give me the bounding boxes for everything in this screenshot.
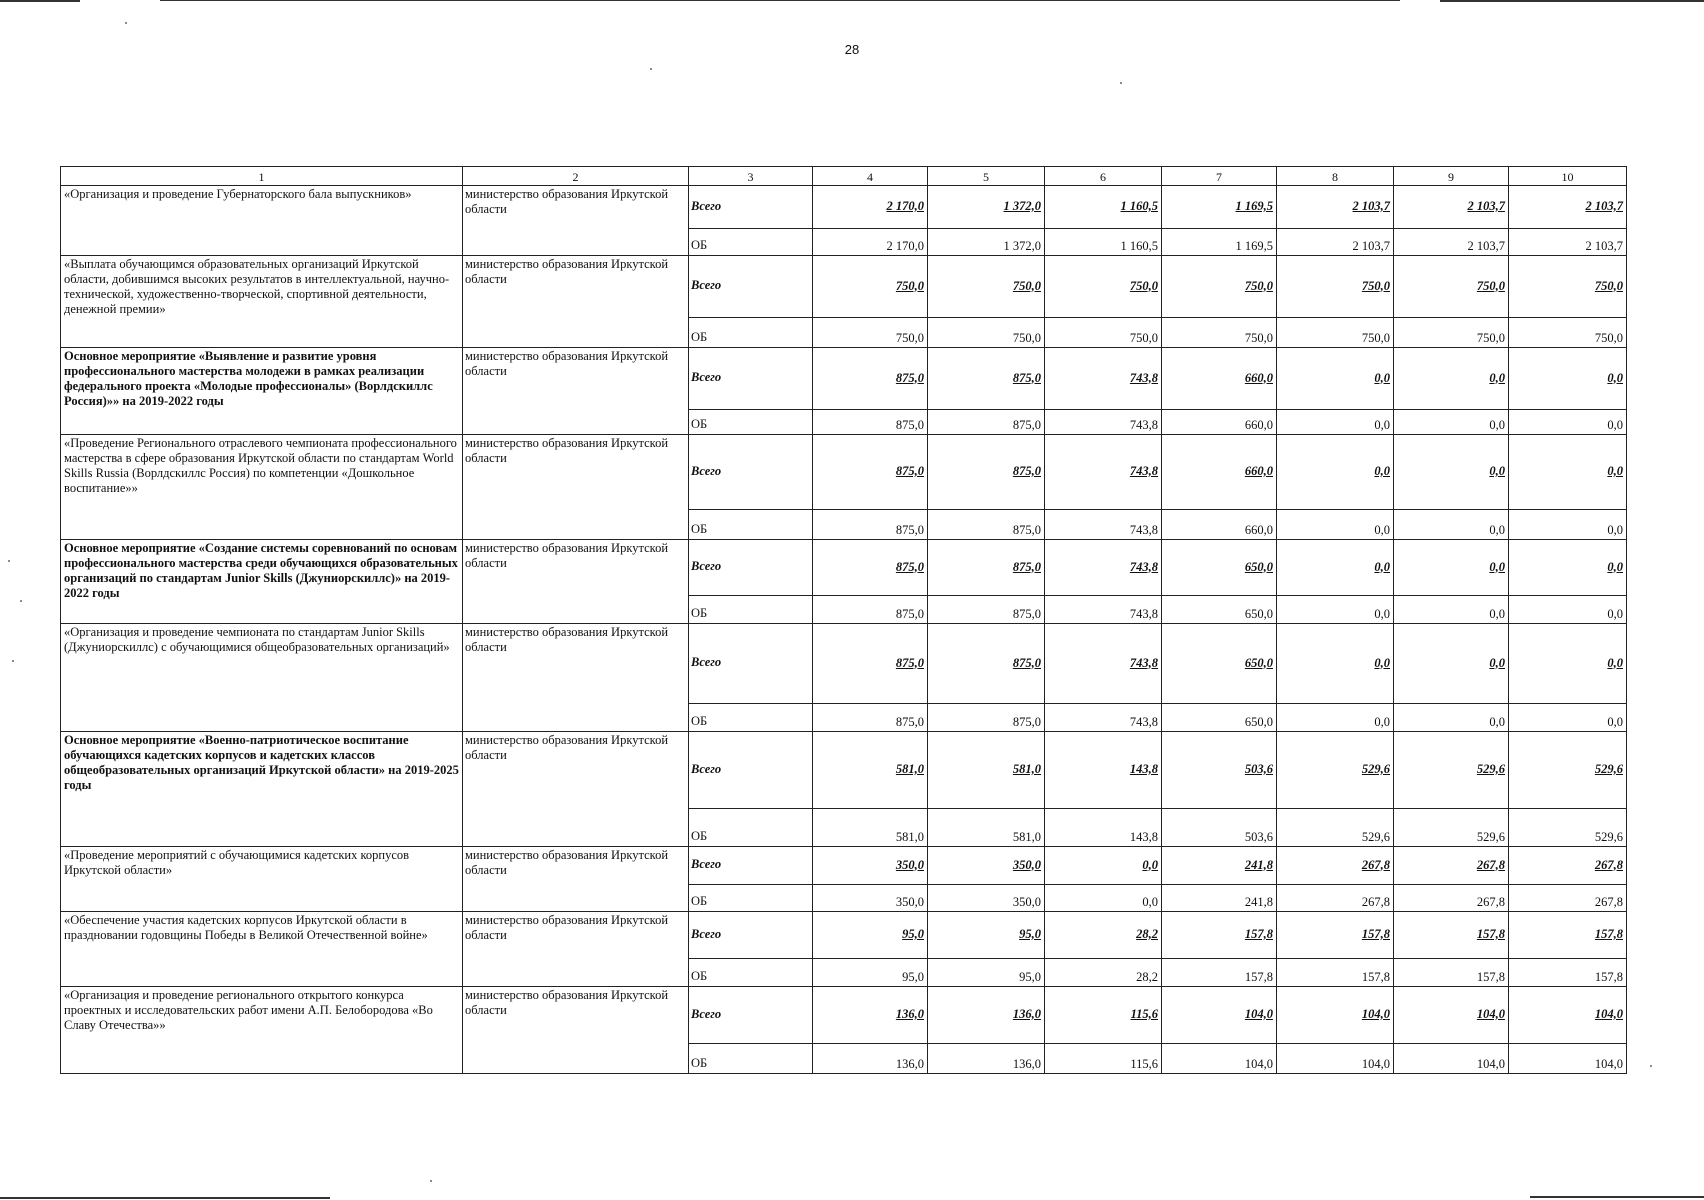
total-amount-cell: 750,0 [928, 256, 1045, 318]
total-amount-cell: 503,6 [1162, 732, 1277, 809]
regional-budget-amount-cell: 0,0 [1394, 510, 1509, 540]
activity-row-total [61, 732, 1627, 809]
activity-name: Основное мероприятие «Создание системы соревнований по основам профессионального мастерства среди обучающихся образовательных организаций по стандартам Junior Skills (Джуниорскиллс)» на 2019-2022 годы [61, 540, 463, 624]
regional-budget-amount-cell: 650,0 [1162, 704, 1277, 732]
total-amount-cell: 875,0 [928, 624, 1045, 704]
total-amount-cell: 1 169,5 [1162, 186, 1277, 229]
total-amount-cell: 750,0 [1162, 256, 1277, 318]
column-number: 1 [61, 167, 463, 186]
activity-row-total [61, 847, 1627, 885]
column-number: 5 [928, 167, 1045, 186]
total-amount-cell: 95,0 [813, 912, 928, 959]
column-number-row [61, 167, 1627, 186]
activity-row-total [61, 912, 1627, 959]
funding-source-label: ОБ [689, 704, 813, 732]
regional-budget-amount-cell: 529,6 [1277, 809, 1394, 847]
funding-source-total-label: Всего [689, 912, 813, 959]
scan-edge-bottom-right [1530, 1196, 1704, 1198]
total-amount-cell: 136,0 [928, 987, 1045, 1044]
regional-budget-amount-cell: 104,0 [1162, 1044, 1277, 1074]
regional-budget-amount-cell: 104,0 [1394, 1044, 1509, 1074]
regional-budget-amount-cell: 0,0 [1277, 510, 1394, 540]
total-amount-cell: 0,0 [1394, 540, 1509, 596]
total-amount-cell: 136,0 [813, 987, 928, 1044]
total-amount-cell: 241,8 [1162, 847, 1277, 885]
total-amount-cell: 0,0 [1277, 435, 1394, 510]
total-amount-cell: 0,0 [1045, 847, 1162, 885]
responsible-executor: министерство образования Иркутской области [463, 624, 689, 732]
regional-budget-amount-cell: 743,8 [1045, 704, 1162, 732]
total-amount-cell: 529,6 [1277, 732, 1394, 809]
scan-speck [20, 600, 22, 602]
regional-budget-amount-cell: 95,0 [813, 959, 928, 987]
total-amount-cell: 0,0 [1509, 624, 1627, 704]
total-amount-cell: 0,0 [1509, 540, 1627, 596]
total-amount-cell: 529,6 [1394, 732, 1509, 809]
regional-budget-amount-cell: 157,8 [1277, 959, 1394, 987]
column-number: 10 [1509, 167, 1627, 186]
total-amount-cell: 0,0 [1394, 624, 1509, 704]
scan-edge-top-mid [160, 0, 1400, 1]
regional-budget-amount-cell: 1 169,5 [1162, 229, 1277, 256]
total-amount-cell: 875,0 [813, 540, 928, 596]
scan-edge-top-right [1440, 0, 1704, 2]
total-amount-cell: 157,8 [1277, 912, 1394, 959]
page-number: 28 [844, 42, 860, 57]
funding-source-label: ОБ [689, 318, 813, 348]
column-number: 7 [1162, 167, 1277, 186]
regional-budget-amount-cell: 581,0 [928, 809, 1045, 847]
regional-budget-amount-cell: 0,0 [1394, 704, 1509, 732]
regional-budget-amount-cell: 750,0 [1045, 318, 1162, 348]
regional-budget-amount-cell: 1 372,0 [928, 229, 1045, 256]
total-amount-cell: 0,0 [1277, 348, 1394, 410]
total-amount-cell: 750,0 [1394, 256, 1509, 318]
total-amount-cell: 581,0 [813, 732, 928, 809]
regional-budget-amount-cell: 875,0 [928, 410, 1045, 435]
activity-name: «Организация и проведение чемпионата по стандартам Junior Skills (Джуниорскиллс) с обучающимися общеобразовательных организаций» [61, 624, 463, 732]
regional-budget-amount-cell: 0,0 [1277, 596, 1394, 624]
scan-speck [430, 1180, 432, 1182]
regional-budget-amount-cell: 750,0 [813, 318, 928, 348]
total-amount-cell: 28,2 [1045, 912, 1162, 959]
funding-source-total-label: Всего [689, 540, 813, 596]
responsible-executor: министерство образования Иркутской области [463, 987, 689, 1074]
regional-budget-amount-cell: 581,0 [813, 809, 928, 847]
total-amount-cell: 350,0 [928, 847, 1045, 885]
total-amount-cell: 143,8 [1045, 732, 1162, 809]
funding-source-label: ОБ [689, 410, 813, 435]
activity-name: «Обеспечение участия кадетских корпусов Иркутской области в праздновании годовщины Победы в Великой Отечественной войне» [61, 912, 463, 987]
funding-source-label: ОБ [689, 1044, 813, 1074]
regional-budget-amount-cell: 875,0 [928, 596, 1045, 624]
regional-budget-amount-cell: 875,0 [813, 510, 928, 540]
scan-speck [125, 22, 127, 24]
funding-source-label: ОБ [689, 596, 813, 624]
total-amount-cell: 660,0 [1162, 435, 1277, 510]
scan-speck [1650, 1065, 1652, 1067]
funding-source-label: ОБ [689, 510, 813, 540]
activity-name: «Проведение мероприятий с обучающимися кадетских корпусов Иркутской области» [61, 847, 463, 912]
total-amount-cell: 875,0 [928, 540, 1045, 596]
total-amount-cell: 1 372,0 [928, 186, 1045, 229]
regional-budget-amount-cell: 875,0 [928, 704, 1045, 732]
total-amount-cell: 104,0 [1394, 987, 1509, 1044]
budget-table [60, 166, 1627, 1074]
responsible-executor: министерство образования Иркутской области [463, 847, 689, 912]
total-amount-cell: 2 103,7 [1277, 186, 1394, 229]
regional-budget-amount-cell: 750,0 [1394, 318, 1509, 348]
regional-budget-amount-cell: 1 160,5 [1045, 229, 1162, 256]
responsible-executor: министерство образования Иркутской области [463, 186, 689, 256]
responsible-executor: министерство образования Иркутской области [463, 540, 689, 624]
regional-budget-amount-cell: 750,0 [1277, 318, 1394, 348]
regional-budget-amount-cell: 650,0 [1162, 596, 1277, 624]
regional-budget-amount-cell: 157,8 [1394, 959, 1509, 987]
regional-budget-amount-cell: 0,0 [1509, 510, 1627, 540]
column-number: 8 [1277, 167, 1394, 186]
regional-budget-amount-cell: 529,6 [1509, 809, 1627, 847]
total-amount-cell: 581,0 [928, 732, 1045, 809]
total-amount-cell: 267,8 [1509, 847, 1627, 885]
regional-budget-amount-cell: 157,8 [1509, 959, 1627, 987]
regional-budget-amount-cell: 750,0 [928, 318, 1045, 348]
regional-budget-amount-cell: 95,0 [928, 959, 1045, 987]
regional-budget-amount-cell: 875,0 [813, 410, 928, 435]
regional-budget-amount-cell: 136,0 [928, 1044, 1045, 1074]
funding-source-label: ОБ [689, 959, 813, 987]
regional-budget-amount-cell: 267,8 [1277, 885, 1394, 912]
activity-name: «Проведение Регионального отраслевого чемпионата профессионального мастерства в сфере образования Иркутской области по стандартам World Skills Russia (Ворлдскиллс Россия) по компетенции «Дошкольное воспитание»» [61, 435, 463, 540]
scan-edge-bottom-left [0, 1197, 330, 1199]
scan-speck [650, 68, 652, 70]
total-amount-cell: 157,8 [1394, 912, 1509, 959]
regional-budget-amount-cell: 2 103,7 [1394, 229, 1509, 256]
funding-source-total-label: Всего [689, 256, 813, 318]
total-amount-cell: 104,0 [1162, 987, 1277, 1044]
funding-source-total-label: Всего [689, 847, 813, 885]
regional-budget-amount-cell: 503,6 [1162, 809, 1277, 847]
total-amount-cell: 743,8 [1045, 540, 1162, 596]
total-amount-cell: 157,8 [1509, 912, 1627, 959]
scan-speck [1120, 82, 1122, 84]
regional-budget-amount-cell: 743,8 [1045, 596, 1162, 624]
activity-row-total [61, 435, 1627, 510]
regional-budget-amount-cell: 0,0 [1277, 704, 1394, 732]
regional-budget-amount-cell: 2 103,7 [1277, 229, 1394, 256]
responsible-executor: министерство образования Иркутской области [463, 348, 689, 435]
total-amount-cell: 750,0 [1045, 256, 1162, 318]
regional-budget-amount-cell: 660,0 [1162, 410, 1277, 435]
activity-name: Основное мероприятие «Выявление и развитие уровня профессионального мастерства молодежи в рамках реализации федерального проекта «Молодые профессионалы» (Ворлдскиллс Россия)»» на 2019-2022 годы [61, 348, 463, 435]
regional-budget-amount-cell: 143,8 [1045, 809, 1162, 847]
total-amount-cell: 2 170,0 [813, 186, 928, 229]
scan-edge-top-left [0, 0, 80, 2]
funding-source-total-label: Всего [689, 624, 813, 704]
funding-source-total-label: Всего [689, 987, 813, 1044]
activity-row-total [61, 987, 1627, 1044]
responsible-executor: министерство образования Иркутской области [463, 912, 689, 987]
regional-budget-amount-cell: 743,8 [1045, 410, 1162, 435]
column-number: 6 [1045, 167, 1162, 186]
total-amount-cell: 267,8 [1277, 847, 1394, 885]
total-amount-cell: 750,0 [1277, 256, 1394, 318]
total-amount-cell: 660,0 [1162, 348, 1277, 410]
regional-budget-amount-cell: 0,0 [1509, 410, 1627, 435]
regional-budget-amount-cell: 0,0 [1509, 704, 1627, 732]
funding-source-total-label: Всего [689, 435, 813, 510]
regional-budget-amount-cell: 28,2 [1045, 959, 1162, 987]
regional-budget-amount-cell: 875,0 [928, 510, 1045, 540]
total-amount-cell: 529,6 [1509, 732, 1627, 809]
total-amount-cell: 0,0 [1394, 348, 1509, 410]
activity-row-total [61, 348, 1627, 410]
total-amount-cell: 0,0 [1509, 435, 1627, 510]
scan-speck [8, 560, 10, 562]
activity-name: «Организация и проведение регионального открытого конкурса проектных и исследовательских работ имени А.П. Белобородова «Во Славу Отечества»» [61, 987, 463, 1074]
regional-budget-amount-cell: 157,8 [1162, 959, 1277, 987]
regional-budget-amount-cell: 750,0 [1509, 318, 1627, 348]
total-amount-cell: 267,8 [1394, 847, 1509, 885]
total-amount-cell: 650,0 [1162, 624, 1277, 704]
total-amount-cell: 875,0 [928, 435, 1045, 510]
total-amount-cell: 104,0 [1509, 987, 1627, 1044]
total-amount-cell: 875,0 [928, 348, 1045, 410]
funding-source-label: ОБ [689, 229, 813, 256]
total-amount-cell: 875,0 [813, 435, 928, 510]
activity-row-total [61, 624, 1627, 704]
total-amount-cell: 95,0 [928, 912, 1045, 959]
total-amount-cell: 0,0 [1277, 624, 1394, 704]
total-amount-cell: 743,8 [1045, 435, 1162, 510]
regional-budget-amount-cell: 0,0 [1394, 596, 1509, 624]
regional-budget-amount-cell: 115,6 [1045, 1044, 1162, 1074]
regional-budget-amount-cell: 104,0 [1277, 1044, 1394, 1074]
column-number: 2 [463, 167, 689, 186]
total-amount-cell: 0,0 [1277, 540, 1394, 596]
regional-budget-amount-cell: 267,8 [1509, 885, 1627, 912]
total-amount-cell: 350,0 [813, 847, 928, 885]
regional-budget-amount-cell: 0,0 [1509, 596, 1627, 624]
activity-name: Основное мероприятие «Военно-патриотическое воспитание обучающихся кадетских корпусов и кадетских классов общеобразовательных организаций Иркутской области» на 2019-2025 годы [61, 732, 463, 847]
regional-budget-amount-cell: 350,0 [928, 885, 1045, 912]
responsible-executor: министерство образования Иркутской области [463, 732, 689, 847]
activity-row-total [61, 256, 1627, 318]
total-amount-cell: 1 160,5 [1045, 186, 1162, 229]
regional-budget-amount-cell: 660,0 [1162, 510, 1277, 540]
regional-budget-amount-cell: 241,8 [1162, 885, 1277, 912]
regional-budget-amount-cell: 875,0 [813, 596, 928, 624]
total-amount-cell: 115,6 [1045, 987, 1162, 1044]
scan-speck [12, 660, 14, 662]
activity-row-total [61, 540, 1627, 596]
total-amount-cell: 104,0 [1277, 987, 1394, 1044]
regional-budget-amount-cell: 136,0 [813, 1044, 928, 1074]
regional-budget-amount-cell: 350,0 [813, 885, 928, 912]
regional-budget-amount-cell: 743,8 [1045, 510, 1162, 540]
funding-source-total-label: Всего [689, 732, 813, 809]
regional-budget-amount-cell: 0,0 [1394, 410, 1509, 435]
regional-budget-amount-cell: 104,0 [1509, 1044, 1627, 1074]
total-amount-cell: 2 103,7 [1394, 186, 1509, 229]
regional-budget-amount-cell: 529,6 [1394, 809, 1509, 847]
total-amount-cell: 650,0 [1162, 540, 1277, 596]
column-number: 4 [813, 167, 928, 186]
responsible-executor: министерство образования Иркутской области [463, 435, 689, 540]
total-amount-cell: 0,0 [1394, 435, 1509, 510]
total-amount-cell: 743,8 [1045, 348, 1162, 410]
responsible-executor: министерство образования Иркутской области [463, 256, 689, 348]
total-amount-cell: 750,0 [813, 256, 928, 318]
funding-source-total-label: Всего [689, 348, 813, 410]
regional-budget-amount-cell: 2 170,0 [813, 229, 928, 256]
regional-budget-amount-cell: 2 103,7 [1509, 229, 1627, 256]
funding-source-total-label: Всего [689, 186, 813, 229]
total-amount-cell: 750,0 [1509, 256, 1627, 318]
activity-row-total [61, 186, 1627, 229]
total-amount-cell: 875,0 [813, 624, 928, 704]
total-amount-cell: 743,8 [1045, 624, 1162, 704]
total-amount-cell: 2 103,7 [1509, 186, 1627, 229]
activity-name: «Организация и проведение Губернаторского бала выпускников» [61, 186, 463, 256]
activity-name: «Выплата обучающимся образовательных организаций Иркутской области, добившимся высоких результатов в интеллектуальной, научно-технической, художественно-творческой, спортивной деятельности, денежной премии» [61, 256, 463, 348]
total-amount-cell: 875,0 [813, 348, 928, 410]
funding-source-label: ОБ [689, 885, 813, 912]
column-number: 9 [1394, 167, 1509, 186]
total-amount-cell: 157,8 [1162, 912, 1277, 959]
regional-budget-amount-cell: 750,0 [1162, 318, 1277, 348]
regional-budget-amount-cell: 267,8 [1394, 885, 1509, 912]
regional-budget-amount-cell: 0,0 [1277, 410, 1394, 435]
regional-budget-amount-cell: 875,0 [813, 704, 928, 732]
total-amount-cell: 0,0 [1509, 348, 1627, 410]
column-number: 3 [689, 167, 813, 186]
regional-budget-amount-cell: 0,0 [1045, 885, 1162, 912]
funding-source-label: ОБ [689, 809, 813, 847]
